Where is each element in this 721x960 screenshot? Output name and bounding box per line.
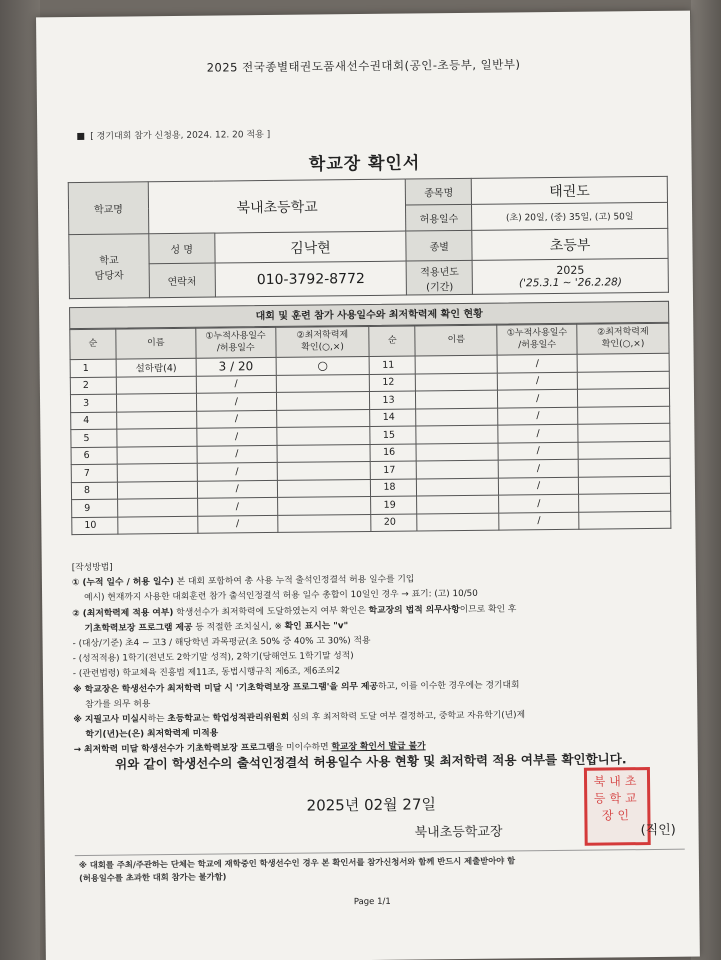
row-days: /	[499, 512, 579, 530]
usage-section-title: 대회 및 훈련 참가 사용일수와 최저학력제 확인 현황	[69, 301, 669, 329]
row-name	[117, 481, 197, 499]
row-name	[118, 516, 198, 534]
instr-line-7: - (관련법령) 학교체육 진흥법 제11조, 동법시행규칙 제6조, 제6조의2	[72, 666, 341, 680]
col-name-2: 이름	[415, 325, 497, 356]
row-name	[117, 411, 197, 429]
row-check	[276, 391, 370, 409]
col-check-2-line1: ②최저학력제	[597, 326, 649, 338]
row-days: /	[498, 407, 578, 425]
row-days: /	[196, 392, 276, 410]
instr-12-bold: → 최저학력 미달 학생선수가	[73, 744, 187, 756]
col-check-2-line2: 확인(○,×)	[601, 338, 645, 350]
row-check: ○	[276, 356, 370, 374]
instructions	[72, 555, 684, 759]
row-no: 6	[71, 447, 117, 465]
col-days-line2: /허용일수	[216, 342, 255, 354]
row-name: 설하람(4)	[116, 358, 196, 376]
row-days: /	[499, 494, 579, 512]
name-value: 김낙현	[215, 231, 407, 263]
row-check	[578, 388, 670, 406]
instr-11-bold: 학기(년)는(은) 최저학력제 미적용	[85, 728, 219, 741]
instr-8-text: 하고, 이를 이수한 경우에는 경기대회	[377, 680, 520, 692]
instr-10-emph2: 학업성적관리위원회	[212, 712, 290, 724]
row-no: 10	[72, 517, 118, 535]
row-days: /	[498, 442, 578, 460]
allowed-days-label: 허용일수	[406, 204, 472, 231]
row-no: 8	[71, 482, 117, 500]
col-days-2	[497, 324, 577, 355]
instr-line-9: 참가를 의무 허용	[85, 699, 151, 710]
division-value: 초등부	[472, 228, 668, 260]
usage-table	[69, 323, 671, 535]
instr-4-emph: 확인 표시는 "v"	[284, 621, 349, 632]
row-days: /	[497, 354, 577, 372]
row-check	[577, 353, 669, 371]
notice-line	[77, 127, 270, 142]
row-name	[417, 513, 499, 531]
background-left	[0, 0, 40, 960]
col-check	[275, 326, 369, 357]
instr-heading: [작성방법]	[71, 562, 113, 574]
contact-label: 연락처	[149, 263, 215, 298]
row-days: /	[198, 515, 278, 533]
confirmation-statement: 위와 같이 학생선수의 출석인정결석 허용일수 사용 현황 및 최저학력 적용 여부를 확인합니다.	[115, 751, 627, 772]
row-no: 4	[71, 412, 117, 430]
year-label-line2: (기간)	[426, 281, 454, 293]
instr-10-t2: 는	[201, 713, 213, 724]
row-no: 5	[71, 429, 117, 447]
row-check	[578, 476, 670, 494]
year-cell	[472, 258, 668, 294]
manager-label	[69, 234, 150, 299]
row-no: 1	[70, 359, 116, 377]
instr-10-bold: ※ 지필고사 미실시	[73, 714, 148, 726]
row-days: 3 / 20	[196, 357, 276, 375]
row-days: /	[498, 389, 578, 407]
row-check	[578, 423, 670, 441]
row-check	[277, 461, 371, 479]
col-days-line1: ①누적사용일수	[205, 330, 266, 342]
row-check	[579, 511, 671, 529]
row-no: 14	[370, 408, 416, 426]
row-days: /	[498, 372, 578, 390]
row-name	[117, 428, 197, 446]
row-days: /	[498, 459, 578, 477]
instr-line-6: - (성적적용) 1학기(전년도 2학기말 성적), 2학기(당해연도 1학기말 성적)	[72, 651, 354, 665]
manager-label-line1: 학교	[99, 255, 119, 267]
col-name: 이름	[116, 328, 196, 359]
division-label: 종별	[406, 230, 472, 261]
instr-3-bold: ② (최저학력제 적용 여부)	[72, 607, 174, 619]
footnote-line-2: (허용일수를 초과한 대회 참가는 불가함)	[78, 871, 227, 884]
row-check	[277, 514, 371, 532]
row-no: 19	[371, 496, 417, 514]
row-name	[117, 463, 197, 481]
info-table	[68, 176, 669, 299]
row-check	[578, 458, 670, 476]
row-no: 3	[70, 394, 116, 412]
instr-4-text: 등 적절한 조치실시, ※	[192, 621, 285, 633]
year-label	[406, 260, 472, 295]
instr-8-bold: ※ 학교장은 학생선수가 최저학력 미달 시 '기초학력보장 프로그램'을 의무 제공	[73, 681, 379, 695]
instr-3-text: 학생선수가 최저학력에 도달하였는지 여부 확인은	[173, 605, 369, 618]
col-no-2: 순	[369, 326, 415, 356]
row-name	[417, 495, 499, 513]
row-no: 11	[370, 356, 416, 374]
seal-line-3: 장인	[601, 808, 634, 823]
row-name	[417, 478, 499, 496]
row-name	[116, 393, 196, 411]
instr-12-text: 을 미이수하면	[274, 742, 332, 754]
instr-10-t3: 심의 후 최저학력 도달 여부 결정하고, 중학교 자유학기(년)제	[289, 710, 526, 723]
row-name	[116, 376, 196, 394]
row-check	[577, 371, 669, 389]
row-no: 9	[72, 499, 118, 517]
col-check-line2: 확인(○,×)	[301, 341, 344, 353]
row-check	[276, 374, 370, 392]
row-name	[417, 460, 499, 478]
row-check	[578, 406, 670, 424]
row-days: /	[197, 462, 277, 480]
col-days	[196, 327, 276, 358]
row-days: /	[196, 375, 276, 393]
event-label: 종목명	[406, 178, 472, 205]
instr-line-2: 예시) 현재까지 사용한 대회훈련 참가 출석인정결석 허용 일수 총합이 10일인 경우 → 표기: (고) 10/50	[84, 589, 478, 604]
col-no: 순	[70, 329, 116, 359]
row-no: 16	[370, 443, 416, 461]
col-check-2	[577, 323, 669, 354]
bullet-square-icon	[77, 133, 84, 140]
col-days-2-line2: /허용일수	[518, 339, 557, 350]
school-label: 학교명	[68, 182, 148, 235]
instr-10-t1: 하는	[147, 714, 168, 725]
row-no: 20	[371, 513, 417, 531]
row-check	[277, 479, 371, 497]
school-value: 북내초등학교	[148, 179, 406, 234]
period-value: ('25.3.1 ~ '26.2.28)	[518, 276, 622, 290]
seal-line-1: 북내초	[593, 774, 641, 789]
principal-name: 북내초등학교장	[414, 824, 503, 841]
row-days: /	[197, 445, 277, 463]
footnote-line-1: ※ 대회를 주최/주관하는 단체는 학교에 재학중인 학생선수인 경우 본 확인서를 참가신청서와 함께 반드시 제출받아야 함	[78, 855, 516, 871]
row-check	[277, 444, 371, 462]
name-label: 성 명	[149, 233, 215, 264]
footnote	[79, 853, 689, 885]
instr-line-5: - (대상/기준) 초4 ~ 고3 / 해당학년 과목평균(초 50% 중 40% 고 30%) 적용	[72, 635, 371, 650]
row-check	[276, 426, 370, 444]
year-value: 2025	[556, 263, 585, 277]
event-value: 태권도	[472, 176, 668, 204]
col-check-line1: ②최저학력제	[296, 329, 349, 341]
row-days: /	[197, 427, 277, 445]
contact-value: 010-3792-8772	[215, 261, 407, 297]
col-days-2-line1: ①누적사용일수	[506, 327, 568, 339]
instr-1-bold: ① (누적 일수 / 허용 일수)	[71, 577, 174, 589]
row-name	[416, 443, 498, 461]
notice-text: [ 경기대회 참가 신청용, 2024. 12. 20 적용 ]	[90, 129, 271, 142]
seal-label: (직인)	[640, 822, 676, 839]
row-no: 13	[370, 391, 416, 409]
row-check	[277, 496, 371, 514]
row-name	[416, 373, 498, 391]
allowed-days-value: (초) 20일, (중) 35일, (고) 50일	[472, 202, 668, 230]
instr-1-text: 본 대회 포함하여 총 사용 누적 출석인정결석 허용 일수를 기입	[173, 574, 415, 588]
row-days: /	[197, 480, 277, 498]
confirmation-date: 2025년 02월 27일	[306, 795, 437, 815]
instr-4-bold: 기초학력보장 프로그램 제공	[84, 622, 193, 634]
row-name	[118, 498, 198, 516]
row-no: 17	[371, 461, 417, 479]
row-no: 18	[371, 478, 417, 496]
seal-line-2: 등학교	[593, 791, 641, 806]
row-days: /	[197, 497, 277, 515]
document-title: 학교장 확인서	[308, 153, 421, 175]
year-label-line1: 적용년도	[420, 266, 459, 278]
row-name	[416, 355, 498, 373]
document-paper	[36, 11, 700, 960]
instr-12-emph: 기초학력보장 프로그램	[186, 743, 275, 755]
row-name	[416, 390, 498, 408]
row-days: /	[498, 424, 578, 442]
row-days: /	[196, 410, 276, 428]
row-no: 12	[370, 373, 416, 391]
row-check	[276, 409, 370, 427]
row-check	[578, 441, 670, 459]
row-no: 7	[71, 464, 117, 482]
row-name	[117, 446, 197, 464]
row-no: 2	[70, 377, 116, 395]
competition-title: 2025 전국종별태권도품새선수권대회(공인-초등부, 일반부)	[206, 57, 521, 75]
manager-label-line2: 담당자	[94, 270, 124, 282]
row-days: /	[499, 477, 579, 495]
row-name	[416, 425, 498, 443]
instr-12-underline: 학교장 확인서 발급 불가	[331, 741, 426, 753]
instr-3-emph: 학교장의 법적 의무사항	[368, 604, 460, 616]
row-no: 15	[370, 426, 416, 444]
page-number: Page 1/1	[353, 896, 391, 908]
row-name	[416, 408, 498, 426]
instr-3-tail: 이므로 확인 후	[459, 604, 517, 615]
instr-10-emph1: 초등학교	[167, 713, 202, 725]
row-check	[579, 493, 671, 511]
